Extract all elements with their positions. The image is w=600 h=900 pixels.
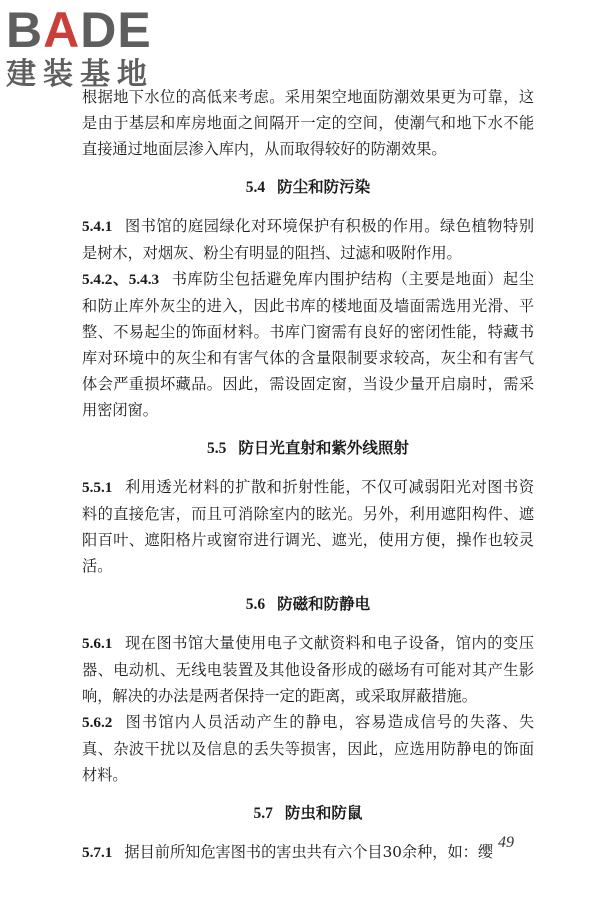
clause-5-4-2-3	[82, 266, 534, 423]
brand-logo	[6, 4, 181, 94]
section-heading-5-5: 5.5 防日光直射和紫外线照射	[207, 439, 409, 457]
clause-5-7-1	[82, 839, 534, 866]
clause-text: 据目前所知危害图书的害虫共有六个目30余种，如：缨	[124, 843, 494, 861]
clause-number: 5.4.1	[82, 218, 113, 235]
clause-5-6-1	[82, 630, 534, 709]
document-body	[82, 84, 534, 866]
section-heading-5-7: 5.7 防虫和防鼠	[253, 804, 363, 822]
clause-5-5-1	[82, 474, 534, 579]
clause-5-6-2	[82, 709, 534, 788]
clause-text: 利用透光材料的扩散和折射性能，不仅可减弱阳光对图书资料的直接危害，而且可消除室内的眩光。另外，利用遮阳构件、遮阳百叶、遮阳格片或窗帘进行调光、遮光，使用方便，操作也较灵活。	[82, 478, 534, 575]
section-heading-5-4: 5.4 防尘和防污染	[245, 178, 371, 196]
clause-text: 书库防尘包括避免库内围护结构（主要是地面）起尘和防止库外灰尘的进入，因此书库的楼地面及墙面需选用光滑、平整、不易起尘的饰面材料。书库门窗需有良好的密闭性能，特藏书库对环境中的灰尘和有害气体的含量限制要求较高，灰尘和有害气体会严重损坏藏品。因此，需设固定窗，当设少量开启扇时，需采用密闭窗。	[82, 270, 535, 419]
clause-5-4-1	[82, 213, 534, 266]
clause-number: 5.4.2、5.4.3	[82, 271, 160, 288]
clause-text: 图书馆的庭园绿化对环境保护有积极的作用。绿色植物特别是树木，对烟灰、粉尘有明显的阻挡、过滤和吸附作用。	[82, 217, 534, 262]
clause-text: 现在图书馆大量使用电子文献资料和电子设备，馆内的变压器、电动机、无线电装置及其他设备形成的磁场有可能对其产生影响，解决的办法是两者保持一定的距离，或采取屏蔽措施。	[82, 634, 534, 705]
clause-number: 5.5.1	[82, 479, 113, 496]
clause-text: 图书馆内人员活动产生的静电，容易造成信号的失落、失真、杂波干扰以及信息的丢失等损害，因此，应选用防静电的饰面材料。	[82, 713, 534, 784]
section-heading-5-6: 5.6 防磁和防静电	[245, 595, 371, 613]
logo-wordmark: BADE	[6, 2, 152, 58]
clause-number: 5.7.1	[82, 844, 113, 861]
clause-number: 5.6.2	[82, 714, 113, 731]
logo-subtitle: 建装基地	[6, 57, 154, 92]
clause-number: 5.6.1	[82, 635, 113, 652]
page-number: 49	[498, 834, 514, 851]
intro-paragraph: 根据地下水位的高低来考虑。采用架空地面防潮效果更为可靠，这是由于基层和库房地面之间隔开一定的空间，使潮气和地下水不能直接通过地面层渗入库内，从而取得较好的防潮效果。	[82, 88, 534, 158]
